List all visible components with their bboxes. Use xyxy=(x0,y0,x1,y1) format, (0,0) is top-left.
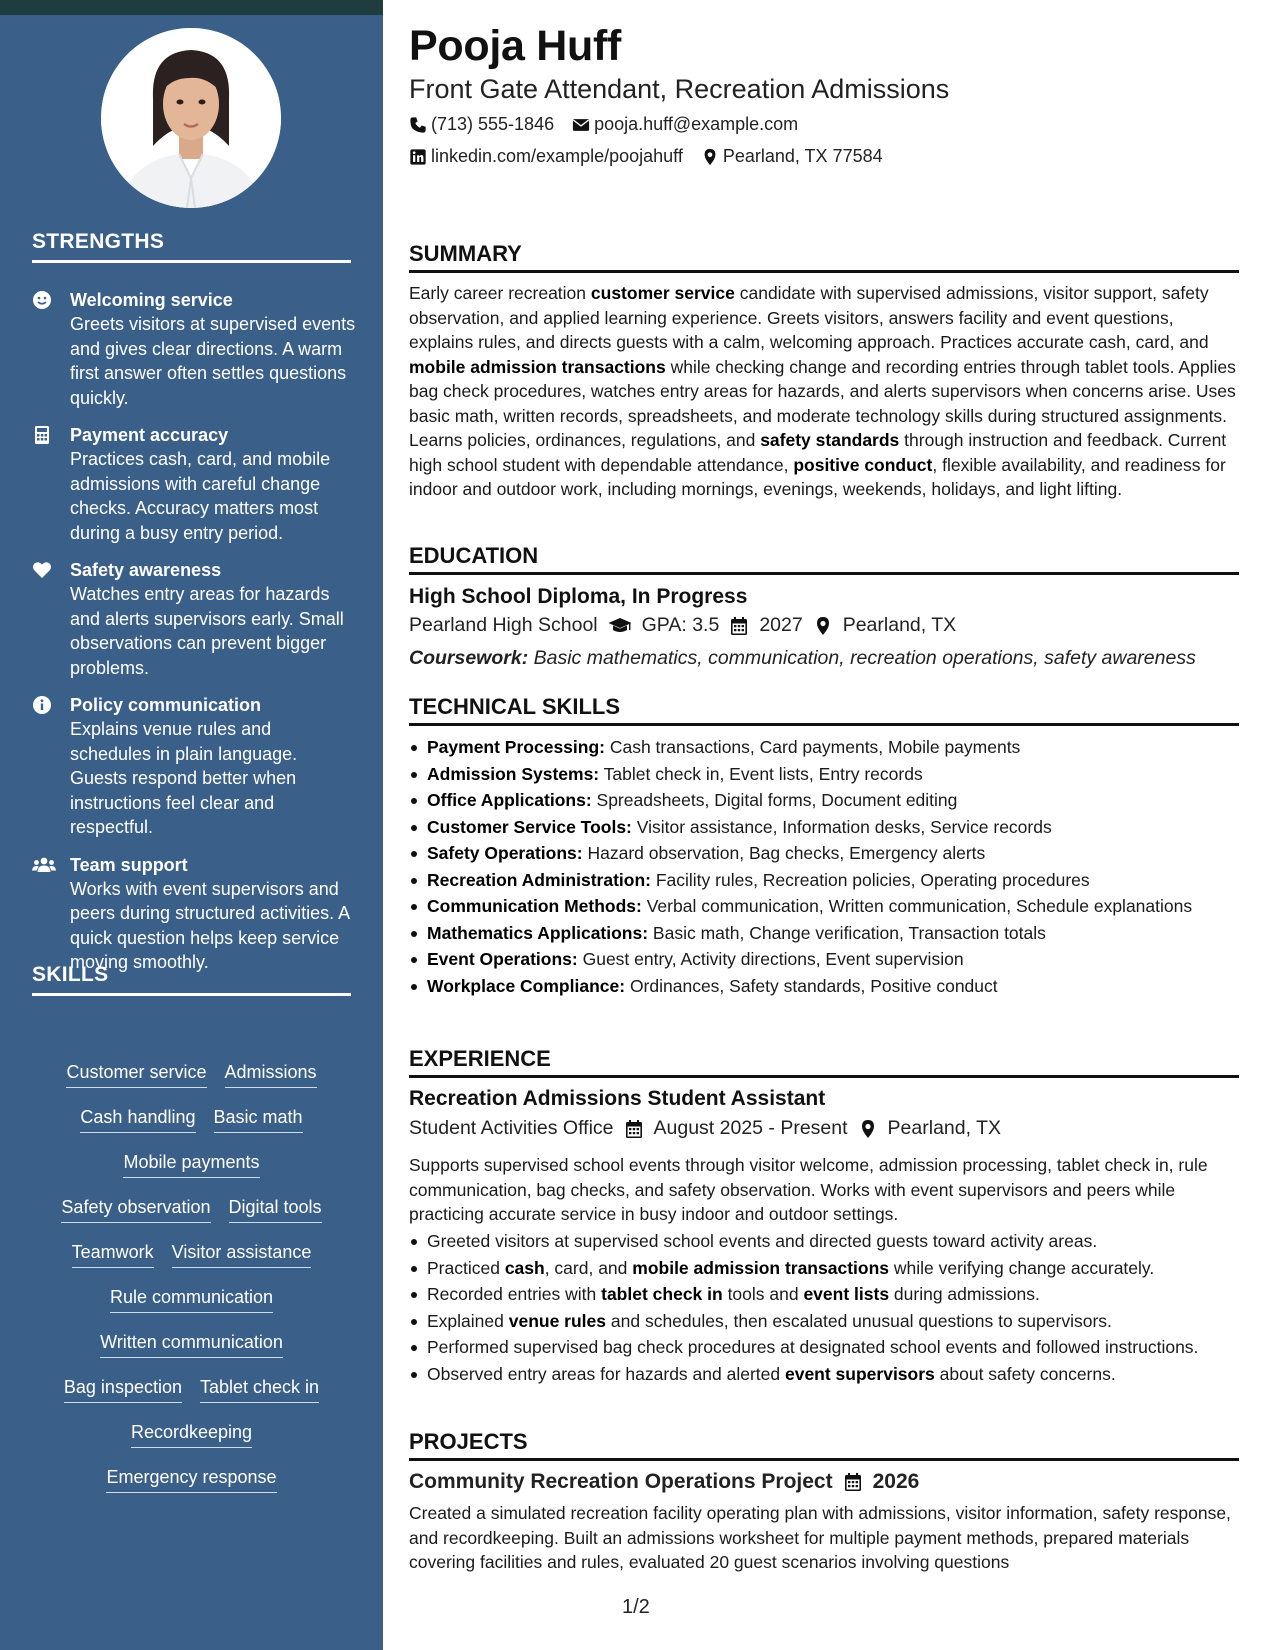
phone-item[interactable] xyxy=(409,114,554,135)
contact-row xyxy=(409,114,798,135)
skill-tag: Teamwork xyxy=(72,1240,154,1268)
strength-title: Policy communication xyxy=(70,695,262,715)
info-icon xyxy=(32,695,52,715)
projects-heading: PROJECTS xyxy=(409,1429,1239,1461)
skill-tag: Mobile payments xyxy=(123,1150,259,1178)
job-role: Recreation Admissions Student Assistant xyxy=(409,1087,826,1110)
heart-icon xyxy=(32,560,52,580)
contact-row xyxy=(409,146,883,167)
list-item: Recorded entries with tablet check in tools and event lists during admissions. xyxy=(409,1282,1239,1306)
list-item: Observed entry areas for hazards and alerted event supervisors about safety concerns. xyxy=(409,1362,1239,1386)
experience-summary: Supports supervised school events through visitor welcome, admission processing, tablet check in, rule communication, bag checks, and safety observation. Works with event supervisors and peers while practicing accurate service in busy indoor and outdoor settings. xyxy=(409,1155,1208,1224)
skill-tag: Visitor assistance xyxy=(172,1240,312,1268)
skill-tag: Cash handling xyxy=(80,1105,195,1133)
list-item: Explained venue rules and schedules, then escalated unusual questions to supervisors. xyxy=(409,1309,1239,1333)
users-icon xyxy=(32,855,56,875)
experience-heading: EXPERIENCE xyxy=(409,1046,1239,1078)
list-item: Safety Operations: Hazard observation, Bag checks, Emergency alerts xyxy=(409,841,1239,865)
linkedin-url: linkedin.com/example/poojahuff xyxy=(431,146,683,166)
profile-photo xyxy=(101,28,281,208)
experience-bullets xyxy=(409,1229,1239,1388)
project-description: Created a simulated recreation facility operating plan with admissions, visitor information, safety response, and recordkeeping. Built an admissions worksheet for multiple payment methods, prepared materials covering facilities and rules, evaluated 20 guest scenarios involving questions xyxy=(409,1503,1231,1572)
list-item: Workplace Compliance: Ordinances, Safety standards, Positive conduct xyxy=(409,974,1239,998)
education-heading: EDUCATION xyxy=(409,543,1239,575)
school-location: Pearland, TX xyxy=(842,614,957,636)
strengths-heading: STRENGTHS xyxy=(32,230,351,263)
skill-tag: Basic math xyxy=(214,1105,303,1133)
strength-item xyxy=(32,558,357,680)
skill-tag: Digital tools xyxy=(229,1195,322,1223)
linkedin-icon xyxy=(409,148,427,166)
strength-title: Safety awareness xyxy=(70,560,222,580)
strength-item xyxy=(32,288,357,410)
location-item xyxy=(701,146,883,167)
sidebar-top-band xyxy=(0,0,383,15)
list-item: Mathematics Applications: Basic math, Change verification, Transaction totals xyxy=(409,921,1239,945)
linkedin-item[interactable] xyxy=(409,146,683,167)
strength-title: Team support xyxy=(70,854,188,875)
phone-icon xyxy=(409,116,427,134)
strength-item xyxy=(32,693,357,840)
graduation-year: 2027 xyxy=(759,614,803,636)
coursework-label: Coursework: xyxy=(409,647,529,669)
skill-tag: Bag inspection xyxy=(64,1375,182,1403)
project-year: 2026 xyxy=(872,1470,920,1493)
gpa: GPA: 3.5 xyxy=(641,614,720,636)
list-item: Event Operations: Guest entry, Activity directions, Event supervision xyxy=(409,947,1239,971)
skill-tag: Customer service xyxy=(66,1060,206,1088)
project-title-line xyxy=(409,1470,919,1494)
strength-description: Greets visitors at supervised events and gives clear directions. A warm first answer often settles questions quickly. xyxy=(70,314,356,408)
map-pin-icon xyxy=(813,616,833,636)
candidate-name: Pooja Huff xyxy=(409,22,621,70)
education-meta xyxy=(409,614,956,637)
list-item: Recreation Administration: Facility rules, Recreation policies, Operating procedures xyxy=(409,868,1239,892)
degree-title: High School Diploma, In Progress xyxy=(409,585,748,608)
calendar-icon xyxy=(843,1472,863,1492)
experience-meta xyxy=(409,1117,1001,1140)
list-item: Greeted visitors at supervised school events and directed guests toward activity areas. xyxy=(409,1229,1239,1253)
employment-dates: August 2025 - Present xyxy=(653,1117,848,1139)
school-name: Pearland High School xyxy=(409,614,598,636)
map-pin-icon xyxy=(858,1119,878,1139)
strength-title: Payment accuracy xyxy=(70,425,229,445)
coursework-line xyxy=(409,647,1196,670)
calculator-icon xyxy=(32,425,52,445)
technical-skills-heading: TECHNICAL SKILLS xyxy=(409,694,1239,726)
strengths-list xyxy=(32,288,357,988)
smile-icon xyxy=(32,290,52,310)
location-text: Pearland, TX 77584 xyxy=(722,146,883,166)
map-pin-icon xyxy=(701,148,719,166)
email-address: pooja.huff@example.com xyxy=(594,114,799,134)
skill-tag: Safety observation xyxy=(61,1195,210,1223)
page-number: 1/2 xyxy=(622,1596,650,1618)
skill-tag: Emergency response xyxy=(106,1465,276,1493)
project-title: Community Recreation Operations Project xyxy=(409,1470,833,1493)
phone-number: (713) 555-1846 xyxy=(431,114,555,134)
strength-description: Practices cash, card, and mobile admissions with careful change checks. Accuracy matters most during a busy entry period. xyxy=(70,449,331,543)
sidebar xyxy=(0,15,383,1650)
list-item: Customer Service Tools: Visitor assistance, Information desks, Service records xyxy=(409,815,1239,839)
summary-text: Early career recreation customer service candidate with supervised admissions, visitor support, safety observation, and applied learning experience. Greets visitors, answers facility and event questions, explains rules, and directs guests with a calm, welcoming approach. Practices accurate cash, card, and mobile admission transactions while checking change and recording entries through tablet tools. Applies bag check procedures, watches entry areas for hazards, and alerts supervisors when concerns arise. Uses basic math, written records, spreadsheets, and moderate technology skills during structured assignments. Learns policies, ordinances, regulations, and safety standards through instruction and feedback. Current high school student with dependable attendance, positive conduct, flexible availability, and readiness for indoor and outdoor work, including mornings, evenings, weekends, holidays, and light lifting. xyxy=(409,283,1236,499)
skills-list xyxy=(32,1060,351,1510)
list-item: Payment Processing: Cash transactions, Card payments, Mobile payments xyxy=(409,735,1239,759)
job-title: Front Gate Attendant, Recreation Admissions xyxy=(409,74,950,104)
strength-item xyxy=(32,853,357,975)
strength-description: Explains venue rules and schedules in plain language. Guests respond better when instructions feel clear and respectful. xyxy=(70,719,298,837)
list-item: Office Applications: Spreadsheets, Digital forms, Document editing xyxy=(409,788,1239,812)
skill-tag: Admissions xyxy=(225,1060,317,1088)
summary-heading: SUMMARY xyxy=(409,241,1239,273)
calendar-icon xyxy=(729,616,749,636)
coursework-list: Basic mathematics, communication, recreation operations, safety awareness xyxy=(528,647,1196,669)
organization: Student Activities Office xyxy=(409,1117,614,1139)
list-item: Performed supervised bag check procedures at designated school events and followed instructions. xyxy=(409,1335,1239,1359)
graduation-cap-icon xyxy=(608,616,632,636)
strength-description: Watches entry areas for hazards and alerts supervisors early. Small observations can prevent bigger problems. xyxy=(70,584,344,678)
avatar-illustration xyxy=(101,28,281,208)
list-item: Communication Methods: Verbal communication, Written communication, Schedule explanations xyxy=(409,894,1239,918)
job-location: Pearland, TX xyxy=(887,1117,1002,1139)
strength-item xyxy=(32,423,357,545)
list-item: Practiced cash, card, and mobile admission transactions while verifying change accurately. xyxy=(409,1256,1239,1280)
technical-skills-list xyxy=(409,735,1239,1000)
skill-tag: Recordkeeping xyxy=(131,1420,252,1448)
skill-tag: Rule communication xyxy=(110,1285,273,1313)
list-item: Admission Systems: Tablet check in, Event lists, Entry records xyxy=(409,762,1239,786)
strength-description: Works with event supervisors and peers during structured activities. A quick question helps keep service moving smoothly. xyxy=(70,878,350,972)
strength-title: Welcoming service xyxy=(70,290,233,310)
email-item[interactable] xyxy=(572,114,798,135)
skill-tag: Written communication xyxy=(100,1330,283,1358)
skills-heading: SKILLS xyxy=(32,963,351,996)
calendar-icon xyxy=(624,1119,644,1139)
skill-tag: Tablet check in xyxy=(200,1375,319,1403)
envelope-icon xyxy=(572,116,590,134)
